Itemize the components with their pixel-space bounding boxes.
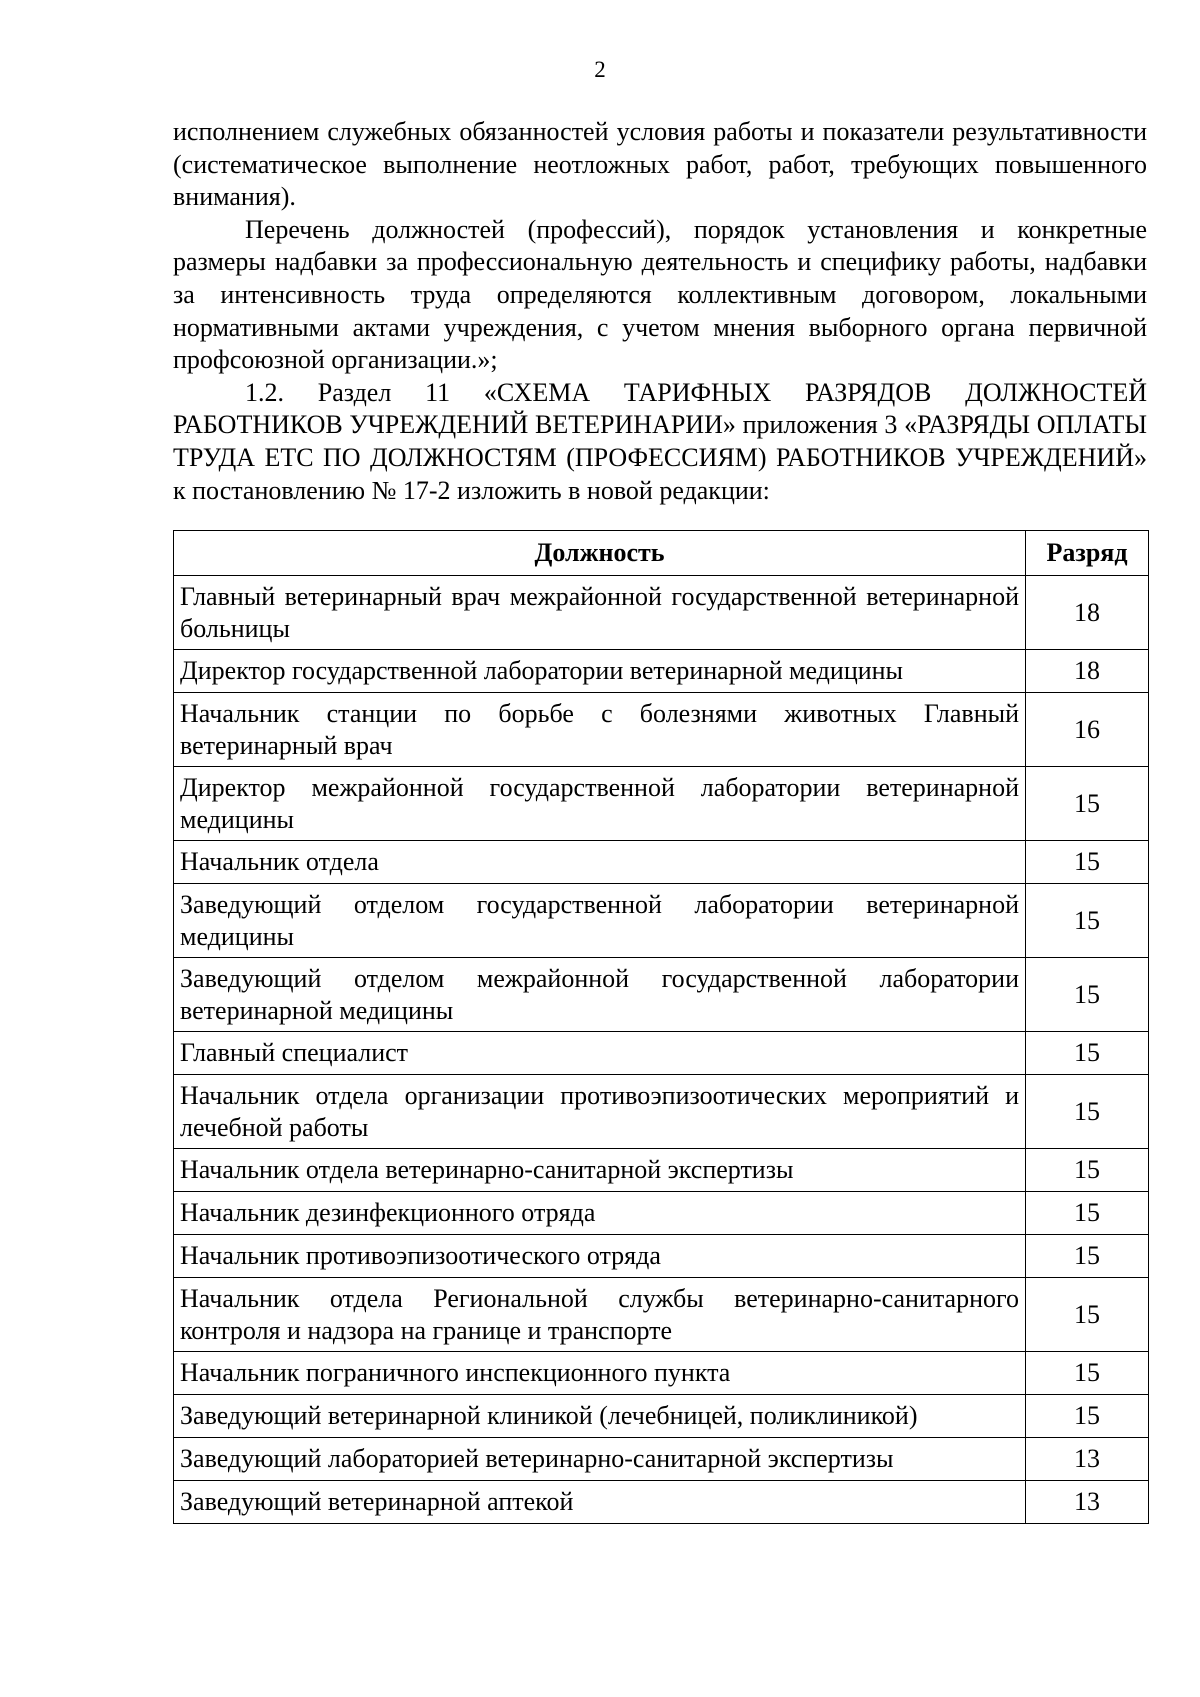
rank-cell: 13	[1026, 1481, 1149, 1524]
table-row	[174, 1481, 1149, 1524]
rank-cell: 15	[1026, 1032, 1149, 1075]
rank-cell: 15	[1026, 1149, 1149, 1192]
table-row	[174, 1192, 1149, 1235]
table-row	[174, 767, 1149, 841]
table-row	[174, 1395, 1149, 1438]
paragraph-continuation: исполнением служебных обязанностей условия работы и показатели результативности (систематическое выполнение неотложных работ, работ, требующих повышенного внимания).	[173, 117, 1147, 212]
position-cell: Заведующий отделом межрайонной государственной лаборатории ветеринарной медицины	[174, 958, 1026, 1032]
positions-rank-table	[173, 530, 1149, 1524]
position-cell: Главный ветеринарный врач межрайонной государственной ветеринарной больницы	[174, 576, 1026, 650]
rank-cell: 15	[1026, 1235, 1149, 1278]
rank-cell: 15	[1026, 1395, 1149, 1438]
table-row	[174, 841, 1149, 884]
table-row	[174, 693, 1149, 767]
position-cell: Начальник отдела ветеринарно-санитарной экспертизы	[174, 1149, 1026, 1192]
table-header-row	[174, 531, 1149, 576]
position-cell: Начальник отдела Региональной службы ветеринарно-санитарного контроля и надзора на границе и транспорте	[174, 1278, 1026, 1352]
position-cell: Начальник противоэпизоотического отряда	[174, 1235, 1026, 1278]
table-row	[174, 1075, 1149, 1149]
position-cell: Начальник пограничного инспекционного пункта	[174, 1352, 1026, 1395]
document-body	[173, 116, 1147, 507]
rank-cell: 18	[1026, 576, 1149, 650]
position-cell: Директор межрайонной государственной лаборатории ветеринарной медицины	[174, 767, 1026, 841]
table-row	[174, 1438, 1149, 1481]
rank-cell: 13	[1026, 1438, 1149, 1481]
rank-cell: 15	[1026, 1192, 1149, 1235]
rank-cell: 16	[1026, 693, 1149, 767]
rank-cell: 15	[1026, 1352, 1149, 1395]
rank-cell: 15	[1026, 841, 1149, 884]
header-position: Должность	[174, 531, 1026, 576]
position-cell: Начальник станции по борьбе с болезнями животных Главный ветеринарный врач	[174, 693, 1026, 767]
position-cell: Заведующий лабораторией ветеринарно-санитарной экспертизы	[174, 1438, 1026, 1481]
rank-cell: 18	[1026, 650, 1149, 693]
table-row	[174, 958, 1149, 1032]
header-rank: Разряд	[1026, 531, 1149, 576]
table-row	[174, 1235, 1149, 1278]
rank-cell: 15	[1026, 1075, 1149, 1149]
position-cell: Директор государственной лаборатории ветеринарной медицины	[174, 650, 1026, 693]
paragraph-section-amendment: 1.2. Раздел 11 «СХЕМА ТАРИФНЫХ РАЗРЯДОВ ДОЛЖНОСТЕЙ РАБОТНИКОВ УЧРЕЖДЕНИЙ ВЕТЕРИНАРИИ» приложения 3 «РАЗРЯДЫ ОПЛАТЫ ТРУДА ЕТС ПО ДОЛЖНОСТЯМ (ПРОФЕССИЯМ) РАБОТНИКОВ УЧРЕЖДЕНИЙ» к постановлению № 17-2 изложить в новой редакции:	[173, 377, 1147, 505]
position-cell: Главный специалист	[174, 1032, 1026, 1075]
position-cell: Заведующий ветеринарной клиникой (лечебницей, поликлиникой)	[174, 1395, 1026, 1438]
table-row	[174, 1352, 1149, 1395]
rank-cell: 15	[1026, 958, 1149, 1032]
rank-cell: 15	[1026, 767, 1149, 841]
table-row	[174, 1278, 1149, 1352]
table-row	[174, 650, 1149, 693]
paragraph-positions-list: Перечень должностей (профессий), порядок установления и конкретные размеры надбавки за профессиональную деятельность и специфику работы, надбавки за интенсивность труда определяются коллективным договором, локальными нормативными актами учреждения, с учетом мнения выборного органа первичной профсоюзной организации.»;	[173, 214, 1147, 375]
rank-cell: 15	[1026, 1278, 1149, 1352]
position-cell: Начальник отдела организации противоэпизоотических мероприятий и лечебной работы	[174, 1075, 1026, 1149]
table-row	[174, 576, 1149, 650]
position-cell: Начальник отдела	[174, 841, 1026, 884]
position-cell: Заведующий ветеринарной аптекой	[174, 1481, 1026, 1524]
position-cell: Начальник дезинфекционного отряда	[174, 1192, 1026, 1235]
page-number: 2	[594, 57, 606, 82]
rank-cell: 15	[1026, 884, 1149, 958]
table-row	[174, 1149, 1149, 1192]
table-row	[174, 884, 1149, 958]
table-row	[174, 1032, 1149, 1075]
position-cell: Заведующий отделом государственной лаборатории ветеринарной медицины	[174, 884, 1026, 958]
